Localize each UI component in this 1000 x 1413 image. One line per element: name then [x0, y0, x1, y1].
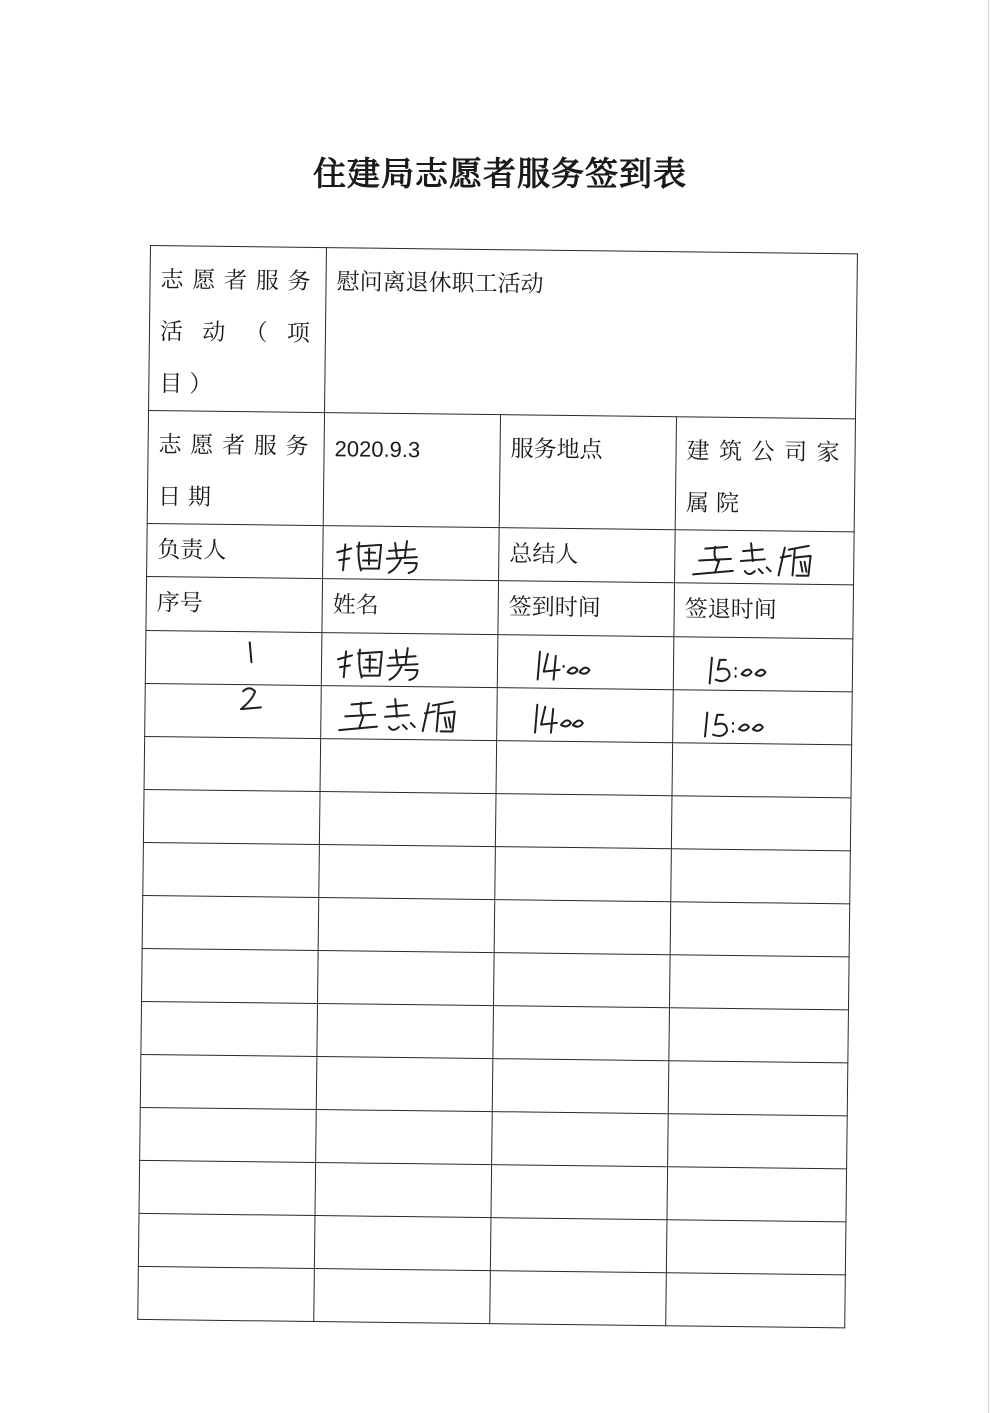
table-row	[140, 1107, 848, 1168]
sign-in-table	[137, 245, 858, 1328]
row-2-seq	[145, 683, 322, 738]
date-label-cell	[147, 410, 324, 525]
empty-cell	[669, 1008, 849, 1063]
empty-cell	[668, 1061, 848, 1116]
empty-cell	[490, 1218, 667, 1273]
empty-cell	[493, 953, 670, 1008]
empty-cell	[138, 1266, 315, 1321]
empty-cell	[667, 1167, 847, 1222]
empty-cell	[316, 1057, 493, 1112]
empty-cell	[143, 842, 320, 897]
activity-label: 志愿者服务活动（项目）	[159, 267, 318, 398]
table-row	[143, 789, 851, 850]
empty-cell	[669, 955, 849, 1010]
seq-number	[145, 684, 321, 738]
empty-cell	[493, 1006, 670, 1061]
empty-cell	[666, 1273, 846, 1328]
empty-cell	[315, 1163, 492, 1218]
table-row	[142, 895, 850, 956]
empty-cell	[670, 902, 850, 957]
empty-cell	[140, 1107, 317, 1162]
table-row	[139, 1160, 847, 1221]
location-label-cell	[499, 415, 676, 530]
column-header-seq: 序号	[146, 576, 323, 632]
row-1-seq	[145, 630, 322, 685]
empty-cell	[492, 1112, 669, 1167]
table-row	[138, 1266, 846, 1327]
column-header-row	[146, 576, 854, 638]
table-row	[145, 683, 853, 744]
signature-name	[321, 686, 497, 740]
table-row	[143, 842, 851, 903]
date-value-cell	[323, 413, 500, 528]
leader-label-cell	[147, 523, 324, 578]
row-2-name	[321, 686, 498, 741]
leader-signature-cell	[323, 526, 500, 581]
summarizer-label: 总结人	[509, 541, 579, 569]
empty-cell	[140, 1054, 317, 1109]
summarizer-signature-cell	[675, 530, 855, 585]
empty-cell	[139, 1160, 316, 1215]
empty-cell	[320, 739, 497, 794]
seq-number	[146, 631, 322, 685]
empty-cell	[668, 1114, 848, 1169]
empty-cell	[492, 1059, 669, 1114]
activity-label-cell	[149, 246, 327, 413]
empty-cell	[144, 736, 321, 791]
summarizer-label-cell	[499, 528, 676, 583]
activity-value: 慰问离退休职工活动	[336, 269, 544, 298]
date-value: 2020.9.3	[334, 436, 421, 463]
leader-label: 负责人	[157, 537, 227, 564]
empty-cell	[491, 1165, 668, 1220]
empty-cell	[490, 1271, 667, 1326]
table-row	[138, 1213, 846, 1274]
empty-cell	[142, 895, 319, 950]
row-1-signout	[673, 637, 853, 692]
empty-cell	[314, 1269, 491, 1324]
empty-cell	[138, 1213, 315, 1268]
table-row	[142, 948, 850, 1009]
signin-time	[498, 635, 674, 689]
table-row	[145, 630, 853, 691]
empty-cell	[495, 847, 672, 902]
empty-cell	[316, 1110, 493, 1165]
column-header-signout: 签退时间	[674, 583, 854, 639]
row-1-name	[321, 633, 498, 688]
empty-cell	[314, 1216, 491, 1271]
empty-cell	[495, 794, 672, 849]
empty-cell	[319, 845, 496, 900]
table-row	[141, 1001, 849, 1062]
signout-time	[673, 690, 852, 744]
table-row	[140, 1054, 848, 1115]
empty-cell	[671, 796, 851, 851]
summarizer-signature	[675, 530, 854, 584]
column-header-signin: 签到时间	[498, 581, 675, 637]
empty-cell	[143, 789, 320, 844]
empty-cell	[494, 900, 671, 955]
location-value: 建筑公司家属院	[685, 438, 847, 518]
empty-cell	[666, 1220, 846, 1275]
sign-in-form	[138, 245, 857, 1259]
signin-time	[497, 688, 673, 742]
empty-cell	[672, 743, 852, 798]
empty-cell	[318, 951, 495, 1006]
leader-signature	[323, 526, 499, 580]
location-label: 服务地点	[510, 436, 603, 464]
leader-row	[147, 523, 855, 584]
location-value-cell	[675, 417, 855, 532]
date-row	[147, 410, 855, 531]
row-2-signin	[497, 688, 674, 743]
scan-edge	[988, 0, 989, 1413]
empty-cell	[317, 1004, 494, 1059]
column-header-name: 姓名	[322, 579, 499, 635]
empty-cell	[496, 741, 673, 796]
activity-value-cell	[325, 248, 858, 419]
empty-cell	[141, 1001, 318, 1056]
row-1-signin	[497, 635, 674, 690]
signout-time	[674, 637, 853, 691]
empty-cell	[318, 898, 495, 953]
empty-cell	[319, 792, 496, 847]
signature-name	[322, 633, 498, 687]
date-label: 志愿者服务日期	[157, 432, 316, 511]
row-2-signout	[673, 690, 853, 745]
page-title: 住建局志愿者服务签到表	[313, 154, 687, 193]
empty-cell	[671, 849, 851, 904]
empty-cell	[142, 948, 319, 1003]
table-row	[144, 736, 852, 797]
activity-row	[149, 246, 858, 419]
